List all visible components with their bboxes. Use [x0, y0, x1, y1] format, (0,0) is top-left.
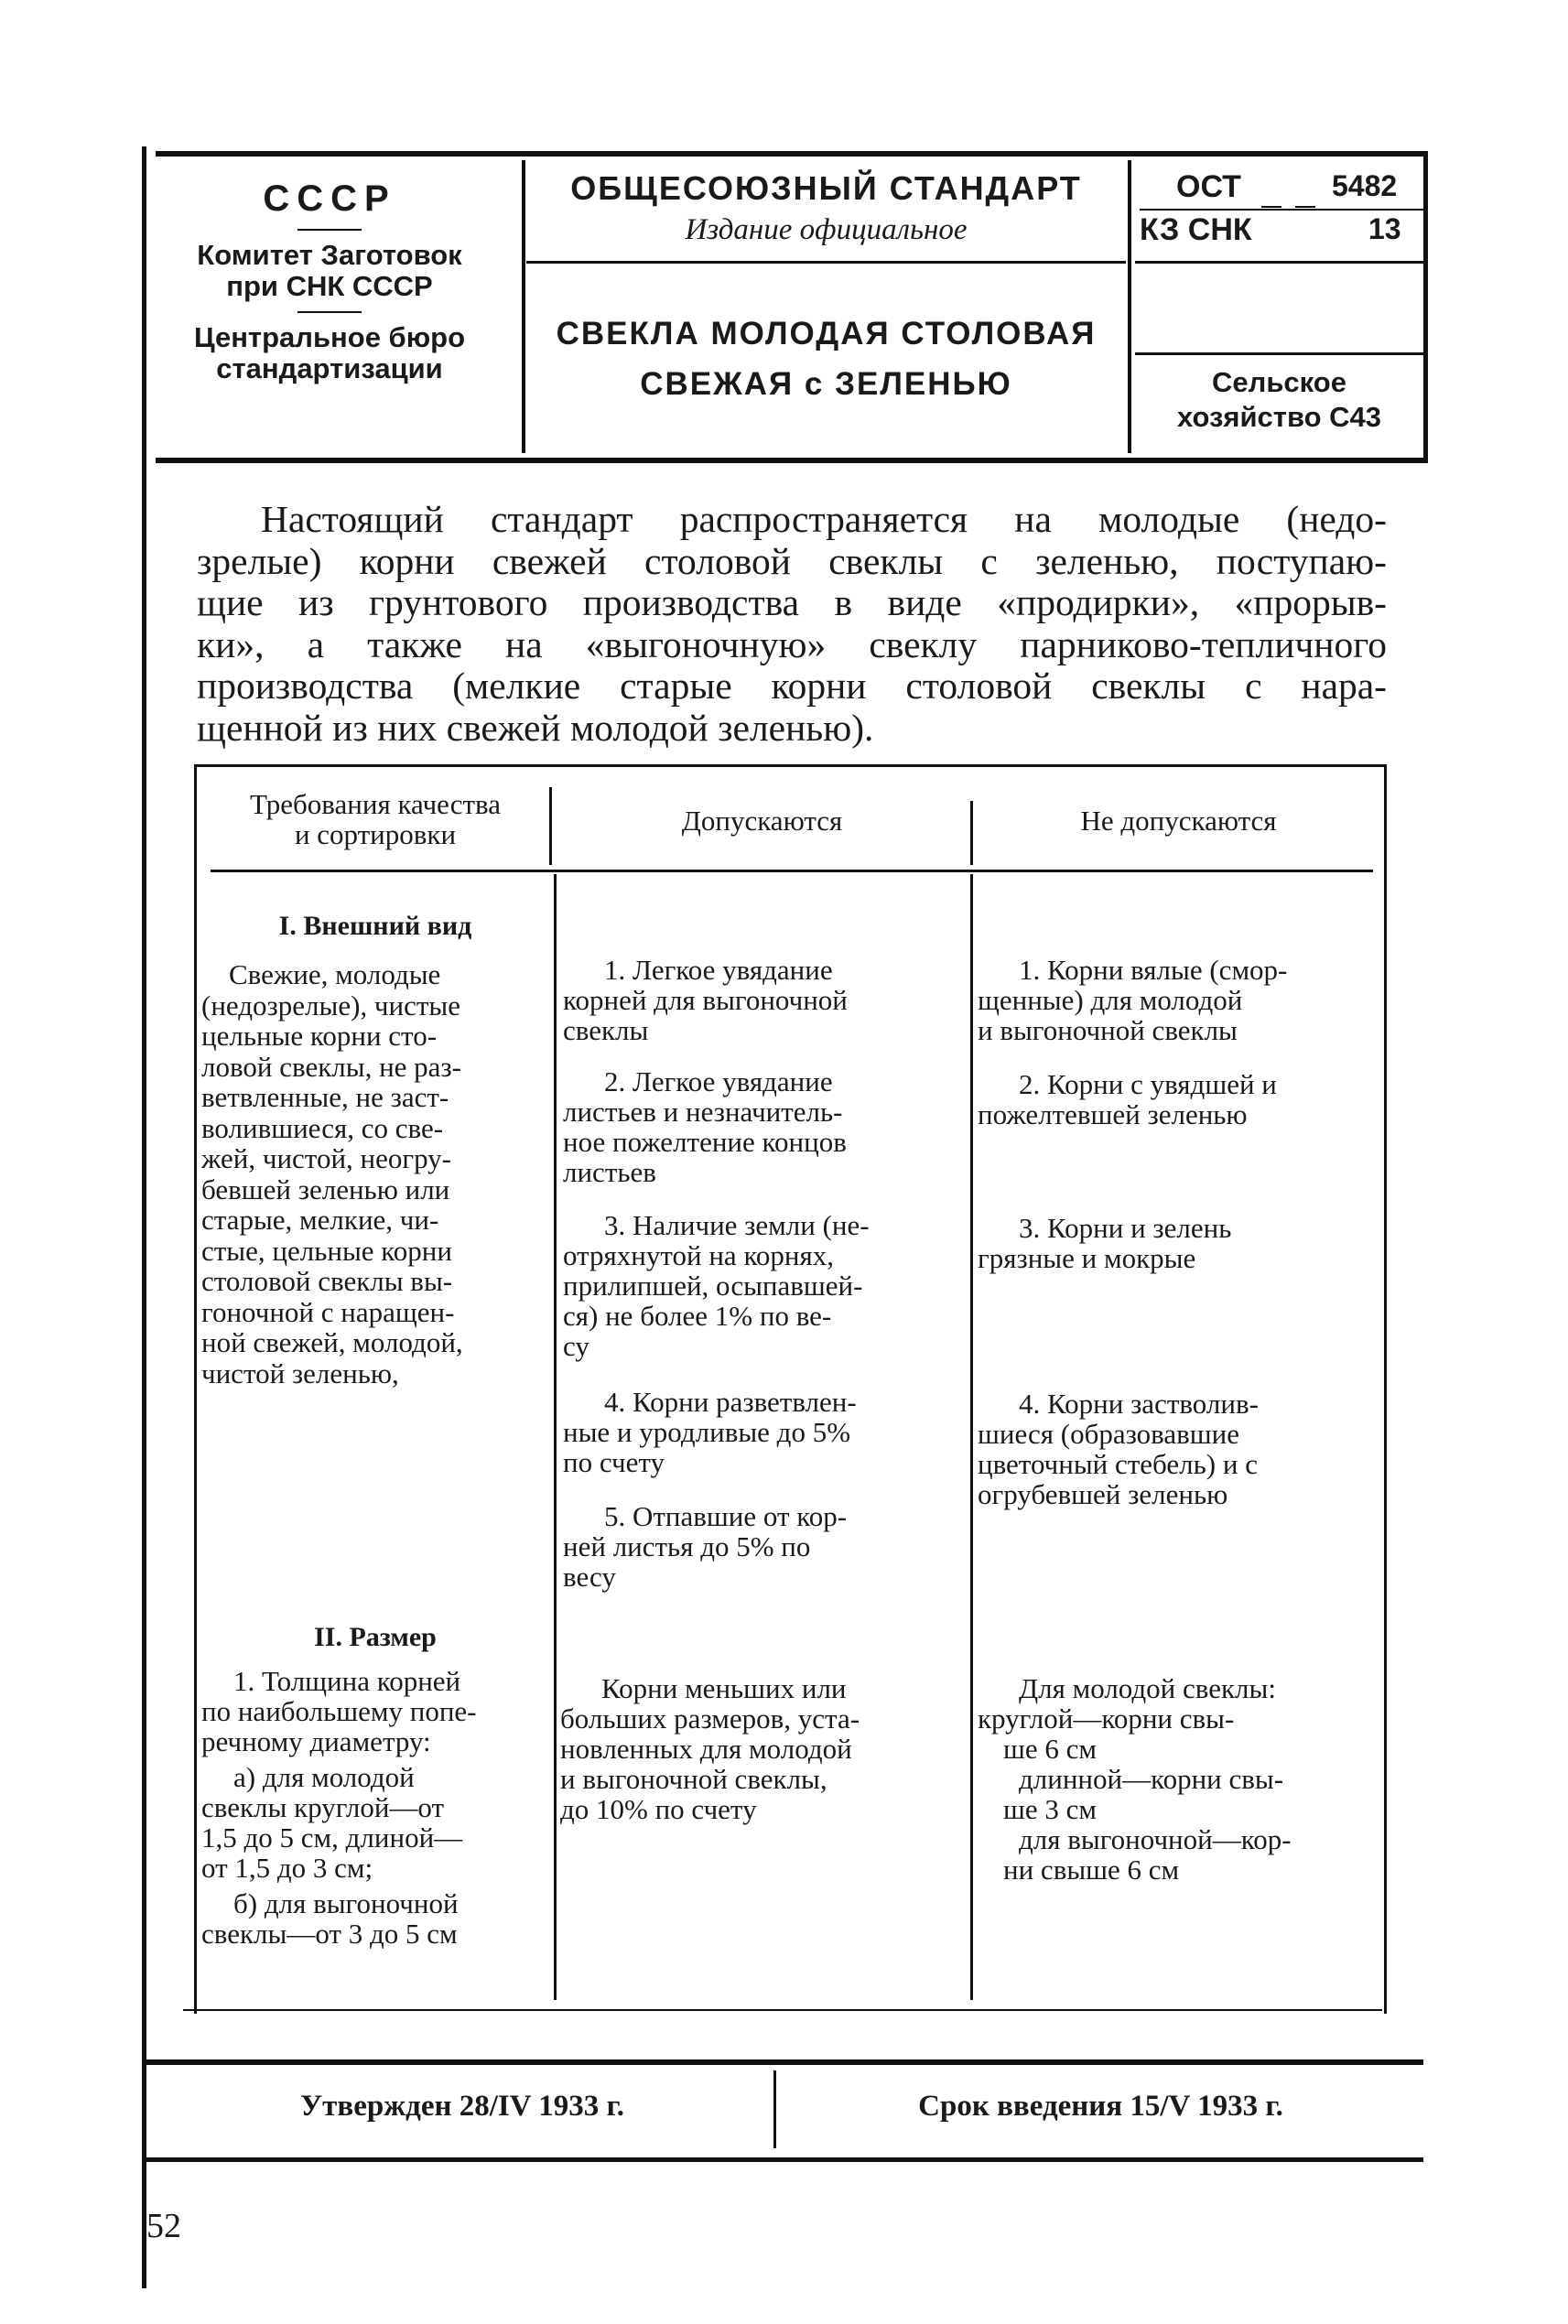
req-line: свеклы—от 3 до 5 см [201, 1918, 458, 1950]
req-line: ветвленные, не заст- [201, 1081, 449, 1113]
table-bottom-rule [183, 2009, 1382, 2011]
effective-date: Срок введения 15/V 1933 г. [918, 2090, 1283, 2123]
req-line: б) для выгоночной [233, 1887, 459, 1919]
standard-title-line-2: СВЕЖАЯ с ЗЕЛЕНЬЮ [640, 366, 1012, 402]
allowed-line: ся) не более 1% по ве- [563, 1300, 832, 1332]
ussr-label: СССР [263, 178, 396, 219]
intro-line: щенной из них свежей молодой зеленью). [197, 706, 874, 749]
header-mid-rule [526, 261, 1126, 264]
not-allowed-line: шиеся (образовавшие [978, 1418, 1240, 1450]
header-req-line-1: Требования качества [250, 788, 501, 820]
ost-fraction-rule [1140, 209, 1423, 211]
header-req-line-2: и сортировки [294, 818, 457, 850]
not-allowed-item-3 [978, 1213, 1380, 1273]
table-col-divider-2 [970, 801, 973, 865]
allowed-line: 2. Легкое увядание [604, 1065, 833, 1097]
not-allowed-line: для выгоночной—кор- [1019, 1823, 1292, 1855]
allowed-item-5 [563, 1501, 947, 1592]
bureau-line-1: Центральное бюро [193, 321, 466, 353]
table-left-border [194, 764, 197, 2014]
allowed-line: листьев [563, 1156, 656, 1188]
not-allowed-line: ше 3 см [1003, 1793, 1098, 1825]
table-header-rule [211, 870, 1373, 872]
ost-number: 5482 [1332, 169, 1398, 202]
req-line: Свежие, молодые [229, 958, 441, 990]
footer-bottom-rule [146, 2157, 1423, 2162]
req-line: бевшей зеленью или [201, 1173, 450, 1205]
not-allowed-line: огрубевшей зеленью [978, 1478, 1228, 1510]
issuing-body [146, 178, 513, 384]
table-col-divider-1 [549, 787, 552, 865]
req-line: свеклы круглой—от [201, 1791, 445, 1823]
req-line: речному диаметру: [201, 1725, 431, 1757]
edition-label: Издание официальное [685, 213, 968, 246]
not-allowed-line: круглой—корни свы- [978, 1702, 1235, 1735]
frame-left-border [142, 146, 146, 2288]
intro-line: зрелые) корни свежей столовой свеклы с зеленью, поступаю- [197, 539, 1387, 582]
footer-top-rule [146, 2059, 1423, 2065]
size-allowed [560, 1673, 949, 1824]
allowed-line: весу [563, 1561, 616, 1593]
allowed-line: до 10% по счету [560, 1793, 757, 1825]
allowed-item-3 [563, 1210, 947, 1361]
allowed-line: отряхнутой на корнях, [563, 1239, 835, 1271]
not-allowed-line: длинной—корни свы- [1019, 1763, 1284, 1795]
allowed-line: прилипшей, осыпавшей- [563, 1270, 863, 1302]
header-divider-1 [522, 160, 525, 453]
allowed-line: корней для выгоночной [563, 984, 848, 1016]
not-allowed-line: грязные и мокрые [978, 1242, 1196, 1274]
ost-dash [1261, 206, 1281, 208]
allowed-line: новленных для молодой [560, 1733, 852, 1765]
header-divider-2 [1128, 160, 1131, 453]
allowed-line: и выгоночной свеклы, [560, 1763, 827, 1795]
not-allowed-line: Для молодой свеклы: [1019, 1672, 1276, 1704]
not-allowed-line: ше 6 см [1003, 1733, 1098, 1765]
intro-line: Настоящий стандарт распространяется на молодые (недо- [261, 498, 1387, 540]
allowed-item-2 [563, 1066, 947, 1187]
table-col-divider-1-body [554, 874, 557, 2000]
req-line: чистой зеленью, [201, 1357, 399, 1389]
separator-dash [297, 311, 362, 313]
req-line: по наибольшему попе- [201, 1695, 477, 1727]
req-line: жей, чистой, неогру- [201, 1142, 452, 1174]
allowed-line: ные и уродливые до 5% [563, 1416, 851, 1448]
allowed-line: 4. Корни разветвлен- [604, 1386, 857, 1418]
table-col-divider-2-body [970, 874, 973, 2000]
not-allowed-item-2 [978, 1069, 1380, 1130]
not-allowed-line: 4. Корни застволив- [1019, 1388, 1259, 1420]
committee-line-1: Комитет Заготовок [197, 239, 462, 271]
not-allowed-line: 1. Корни вялые (смор- [1019, 954, 1288, 986]
req-line: ловой свеклы, не раз- [201, 1050, 461, 1083]
separator-dash [297, 229, 362, 231]
not-allowed-line: 3. Корни и зелень [1019, 1212, 1232, 1244]
allowed-line: ное пожелтение концов [563, 1126, 847, 1158]
allowed-line: по счету [563, 1446, 665, 1478]
allowed-item-1 [563, 955, 947, 1045]
standard-type: ОБЩЕСОЮЗНЫЙ СТАНДАРТ [570, 169, 1082, 207]
intro-line: щие из грунтового производства в виде «продирки», «прорыв- [197, 581, 1387, 623]
footer-divider [773, 2070, 776, 2148]
req-line: а) для молодой [233, 1761, 415, 1793]
table-top-rule [197, 764, 1387, 767]
allowed-line: су [563, 1330, 589, 1362]
allowed-line: 3. Наличие земли (не- [604, 1209, 870, 1241]
allowed-line: Корни меньших или [601, 1672, 847, 1704]
header-top-rule [156, 151, 1428, 157]
header-right-rule-1 [1135, 261, 1423, 264]
req-line: столовой свеклы вы- [201, 1265, 453, 1297]
header-allowed: Допускаются [681, 805, 843, 837]
sector-line-1: Сельское [1212, 366, 1346, 398]
allowed-line: листьев и незначитель- [563, 1096, 843, 1128]
header-quality-requirements [201, 789, 549, 849]
bureau-line-2: стандартизации [216, 352, 443, 384]
section-title-appearance: I. Внешний вид [278, 911, 472, 941]
intro-paragraph [197, 499, 1387, 749]
kz-label: КЗ СНК [1140, 212, 1252, 247]
approval-date: Утвержден 28/IV 1933 г. [299, 2090, 625, 2123]
req-line: от 1,5 до 3 см; [201, 1852, 373, 1884]
req-line: волившиеся, со све- [201, 1111, 444, 1144]
sector-line-2: хозяйство С43 [1176, 401, 1382, 433]
header-right-border [1423, 151, 1428, 462]
req-line: ной свежей, молодой, [201, 1326, 463, 1358]
page-number: 52 [146, 2207, 181, 2245]
standard-title-line-1: СВЕКЛА МОЛОДАЯ СТОЛОВАЯ [556, 316, 1097, 351]
not-allowed-line: и выгоночной свеклы [978, 1014, 1238, 1046]
allowed-line: больших размеров, уста- [560, 1702, 860, 1735]
req-line: 1,5 до 5 см, длиной— [201, 1821, 463, 1854]
not-allowed-item-1 [978, 955, 1380, 1045]
header-right-rule-2 [1135, 352, 1423, 355]
size-requirements [201, 1666, 545, 1949]
req-line: стые, цельные корни [201, 1234, 452, 1267]
req-line: старые, мелкие, чи- [201, 1204, 439, 1236]
intro-line: производства (мелкие старые корни столовой свеклы с нара- [197, 665, 1387, 707]
committee-line-2: при СНК СССР [226, 270, 433, 302]
req-line: 1. Толщина корней [233, 1665, 461, 1697]
req-line: гоночной с наращен- [201, 1295, 455, 1328]
table-right-border [1384, 764, 1387, 2014]
req-line: цельные корни сто- [201, 1020, 438, 1052]
req-line: (недозрелые), чистые [201, 989, 460, 1021]
not-allowed-line: цветочный стебель) и с [978, 1448, 1258, 1480]
allowed-line: 5. Отпавшие от кор- [604, 1500, 848, 1532]
allowed-item-4 [563, 1387, 947, 1477]
header-bottom-rule [156, 458, 1428, 463]
kz-number: 13 [1368, 212, 1401, 245]
section-title-size: II. Размер [314, 1622, 437, 1652]
allowed-line: ней листья до 5% по [563, 1530, 811, 1562]
intro-line: ки», а также на «выгоночную» свеклу парниково-тепличного [197, 622, 1387, 665]
not-allowed-line: пожелтевшей зеленью [978, 1098, 1248, 1130]
not-allowed-item-4 [978, 1389, 1380, 1509]
appearance-requirements [201, 959, 545, 1389]
size-not-allowed [978, 1673, 1380, 1885]
header-not-allowed: Не допускаются [1080, 805, 1277, 837]
allowed-line: 1. Легкое увядание [604, 954, 833, 986]
allowed-line: свеклы [563, 1014, 649, 1046]
not-allowed-line: щенные) для молодой [978, 984, 1243, 1016]
ost-dash [1295, 206, 1315, 208]
ost-label: ОСТ [1176, 169, 1241, 204]
not-allowed-line: 2. Корни с увядшей и [1019, 1068, 1277, 1100]
not-allowed-line: ни свыше 6 см [1003, 1854, 1180, 1886]
